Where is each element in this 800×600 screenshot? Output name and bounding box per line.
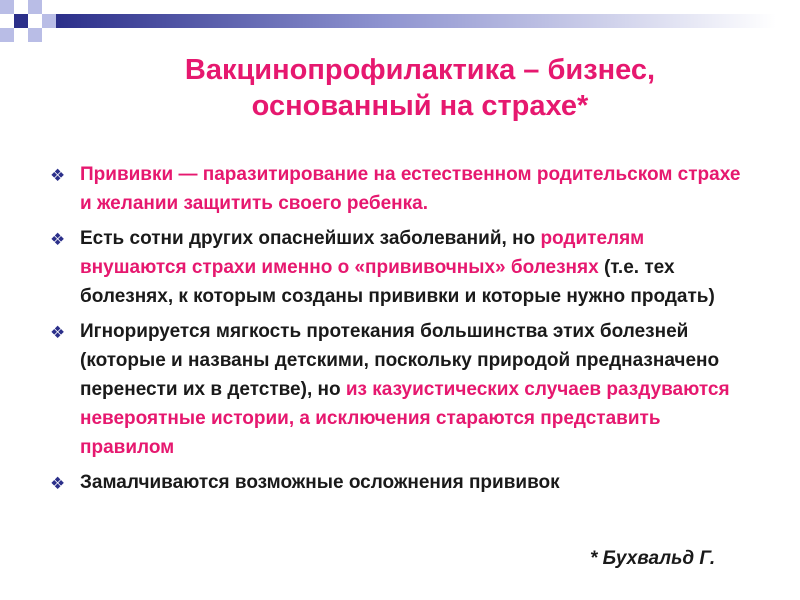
bullet-text: Игнорируется мягкость протекания большинства этих болезней (которые и названы детскими, поскольку природой предназначено перенести их в детстве), но xyxy=(80,321,720,400)
bullet-item xyxy=(48,468,748,497)
bullet-text-highlight: Прививки — паразитирование на естественном родительском страхе и желании защитить своего ребенка. xyxy=(80,164,741,214)
bullet-text-highlight: родителям внушаются страхи именно о «прививочных» болезнях xyxy=(80,228,645,278)
bullet-text: (т.е. тех болезнях, к которым созданы прививки и которые нужно продать) xyxy=(80,257,715,307)
bullet-item xyxy=(48,224,748,311)
diamond-bullet-icon: ❖ xyxy=(50,166,66,185)
diamond-bullet-icon: ❖ xyxy=(50,474,66,493)
header-decoration xyxy=(0,0,800,50)
slide-title: Вакцинопрофилактика – бизнес, основанный на страхе* xyxy=(184,54,656,122)
bullet-list xyxy=(48,160,748,503)
bullet-text: Есть сотни других опаснейших заболеваний, но xyxy=(80,228,541,249)
footnote: * Бухвальд Г. xyxy=(590,548,716,569)
bullet-text-highlight: из казуистических случаев раздуваются невероятные истории, а исключения стараются представить правилом xyxy=(80,379,730,458)
bullet-item xyxy=(48,160,748,218)
diamond-bullet-icon: ❖ xyxy=(50,323,66,342)
bullet-text: Замалчиваются возможные осложнения прививок xyxy=(80,472,560,493)
bullet-item xyxy=(48,317,748,462)
diamond-bullet-icon: ❖ xyxy=(50,230,66,249)
